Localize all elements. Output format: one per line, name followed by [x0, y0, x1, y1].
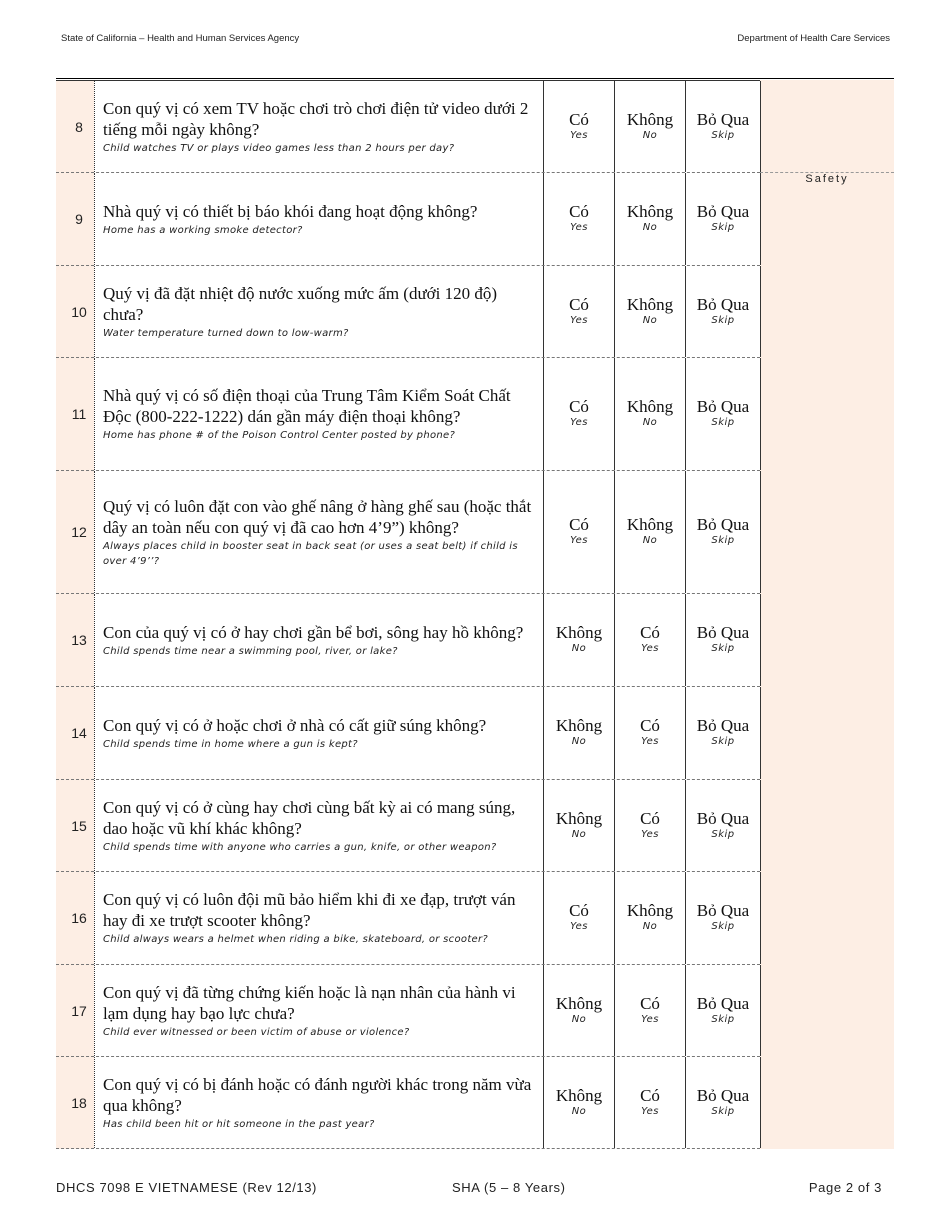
- answer-option-skip[interactable]: [686, 594, 761, 686]
- answer-option-no[interactable]: [615, 358, 686, 470]
- answer-option-no[interactable]: [544, 780, 615, 871]
- answer-option-skip[interactable]: [686, 780, 761, 871]
- answer-option-yes[interactable]: [615, 687, 686, 779]
- question-vietnamese: Con quý vị có luôn đội mũ bảo hiểm khi đi xe đạp, trượt ván hay đi xe trượt scooter không?: [103, 890, 516, 930]
- question-text: [94, 594, 544, 686]
- question-row: [56, 780, 760, 872]
- question-english: Has child been hit or hit someone in the past year?: [103, 1118, 375, 1130]
- questionnaire-form: [56, 80, 894, 1149]
- question-number: 18: [71, 1094, 87, 1111]
- header-department: Department of Health Care Services: [737, 33, 890, 44]
- question-text: [94, 266, 544, 357]
- answer-option-skip[interactable]: [686, 358, 761, 470]
- answer-label-vietnamese: Bỏ Qua: [696, 397, 750, 416]
- answer-label-english: Skip: [711, 417, 735, 428]
- question-vietnamese: Con của quý vị có ở hay chơi gần bể bơi, sông hay hồ không?: [103, 622, 524, 642]
- answer-label-english: Skip: [711, 1013, 735, 1025]
- answer-option-skip[interactable]: [686, 81, 761, 172]
- question-text: [94, 687, 544, 779]
- question-english: Home has a working smoke detector?: [103, 224, 303, 236]
- answer-label-vietnamese: Có: [569, 202, 589, 221]
- answer-option-yes[interactable]: [544, 872, 615, 964]
- answer-label-english: Skip: [711, 314, 735, 326]
- answer-label-english: No: [571, 828, 587, 840]
- question-row: [56, 266, 760, 358]
- question-english: Child spends time with anyone who carries a gun, knife, or other weapon?: [103, 841, 497, 853]
- question-row: [56, 687, 760, 780]
- question-english: Child always wears a helmet when riding a bike, skateboard, or scooter?: [103, 934, 489, 945]
- answer-label-english: No: [642, 222, 658, 233]
- answer-label-vietnamese: Bỏ Qua: [696, 294, 750, 314]
- question-number: 13: [71, 632, 87, 648]
- answer-label-english: Yes: [641, 828, 659, 840]
- answer-label-vietnamese: Bỏ Qua: [696, 1085, 750, 1105]
- answer-label-english: Yes: [570, 129, 588, 141]
- answer-label-vietnamese: Bỏ Qua: [696, 623, 750, 642]
- question-number: 10: [71, 303, 87, 320]
- answer-option-yes[interactable]: [544, 471, 615, 593]
- question-row: [56, 965, 760, 1057]
- answer-option-skip[interactable]: [686, 872, 761, 964]
- answer-label-english: Skip: [711, 535, 735, 546]
- question-text: [94, 872, 544, 964]
- question-english: Child spends time in home where a gun is kept?: [103, 738, 358, 750]
- question-text: [94, 358, 544, 470]
- answer-option-no[interactable]: [615, 471, 686, 593]
- question-vietnamese: Con quý vị có ở hoặc chơi ở nhà có cất giữ súng không?: [103, 715, 487, 735]
- answer-label-vietnamese: Bỏ Qua: [696, 808, 750, 828]
- answer-label-vietnamese: Không: [626, 397, 674, 416]
- answer-label-english: Skip: [711, 828, 735, 840]
- question-number: 9: [75, 211, 83, 227]
- question-text: [94, 81, 544, 172]
- answer-option-yes[interactable]: [615, 780, 686, 871]
- footer-page-number: Page 2 of 3: [808, 1180, 882, 1195]
- question-number: 15: [71, 817, 87, 834]
- answer-label-vietnamese: Không: [555, 623, 603, 642]
- question-english: Water temperature turned down to low-warm?: [103, 327, 349, 339]
- answer-label-vietnamese: Có: [640, 623, 660, 642]
- answer-label-english: Yes: [570, 921, 588, 932]
- question-text: [94, 173, 544, 265]
- question-english: Home has phone # of the Poison Control Center posted by phone?: [103, 430, 456, 441]
- answer-option-yes[interactable]: [615, 965, 686, 1056]
- section-column: [760, 80, 894, 1149]
- answer-option-no[interactable]: [544, 594, 615, 686]
- answer-option-skip[interactable]: [686, 266, 761, 357]
- question-row: [56, 471, 760, 594]
- answer-option-yes[interactable]: [615, 594, 686, 686]
- question-row: [56, 1057, 760, 1149]
- footer-form-id: DHCS 7098 E VIETNAMESE (Rev 12/13): [56, 1180, 317, 1195]
- question-text: [94, 1057, 544, 1148]
- answer-label-vietnamese: Không: [555, 808, 603, 828]
- answer-label-english: Yes: [641, 1013, 659, 1025]
- question-number: 16: [71, 910, 87, 926]
- question-number: 17: [71, 1002, 87, 1019]
- answer-label-english: No: [642, 921, 658, 932]
- question-row: [56, 872, 760, 965]
- answer-option-no[interactable]: [544, 965, 615, 1056]
- question-english: Child watches TV or plays video games less than 2 hours per day?: [103, 142, 455, 154]
- answer-option-no[interactable]: [615, 173, 686, 265]
- answer-label-vietnamese: Bỏ Qua: [696, 901, 750, 920]
- answer-option-yes[interactable]: [615, 1057, 686, 1148]
- answer-option-no[interactable]: [615, 872, 686, 964]
- question-text: [94, 780, 544, 871]
- section-label-safety: Safety: [805, 173, 849, 185]
- answer-label-english: No: [571, 643, 587, 654]
- answer-label-vietnamese: Không: [555, 1085, 603, 1105]
- answer-option-skip[interactable]: [686, 687, 761, 779]
- answer-option-no[interactable]: [615, 266, 686, 357]
- answer-label-english: No: [642, 129, 658, 141]
- answer-label-english: Yes: [570, 314, 588, 326]
- answer-label-vietnamese: Không: [555, 716, 603, 735]
- answer-option-no[interactable]: [544, 687, 615, 779]
- answer-label-vietnamese: Bỏ Qua: [696, 716, 750, 735]
- answer-label-english: Yes: [570, 417, 588, 428]
- question-row: [56, 358, 760, 471]
- answer-label-vietnamese: Không: [626, 901, 674, 920]
- answer-label-english: Yes: [570, 535, 588, 546]
- answer-option-yes[interactable]: [544, 173, 615, 265]
- answer-label-vietnamese: Có: [640, 1085, 660, 1105]
- answer-label-vietnamese: Có: [569, 515, 589, 534]
- answer-label-english: Yes: [641, 736, 659, 747]
- question-vietnamese: Quý vị đã đặt nhiệt độ nước xuống mức ấm (dưới 120 độ) chưa?: [103, 283, 498, 324]
- question-vietnamese: Con quý vị có xem TV hoặc chơi trò chơi điện tử video dưới 2 tiếng mỗi ngày không?: [103, 98, 529, 139]
- question-number: 11: [71, 406, 87, 422]
- answer-label-vietnamese: Bỏ Qua: [696, 993, 750, 1013]
- question-vietnamese: Con quý vị có bị đánh hoặc có đánh người khác trong năm vừa qua không?: [103, 1074, 532, 1115]
- answer-label-vietnamese: Có: [640, 808, 660, 828]
- question-vietnamese: Nhà quý vị có số điện thoại của Trung Tâm Kiểm Soát Chất Độc (800-222-1222) dán gần máy điện thoại không?: [103, 386, 511, 426]
- question-english: Always places child in booster seat in back seat (or uses a seat belt) if child is over 4’9’’?: [103, 540, 518, 567]
- answer-option-skip[interactable]: [686, 1057, 761, 1148]
- answer-option-yes[interactable]: [544, 266, 615, 357]
- answer-label-english: Yes: [570, 222, 588, 233]
- question-english: Child ever witnessed or been victim of abuse or violence?: [103, 1026, 410, 1038]
- answer-label-vietnamese: Có: [569, 294, 589, 314]
- answer-label-english: No: [642, 314, 658, 326]
- answer-label-vietnamese: Có: [569, 109, 589, 129]
- answer-option-no[interactable]: [615, 81, 686, 172]
- answer-label-vietnamese: Có: [569, 901, 589, 920]
- question-text: [94, 965, 544, 1056]
- answer-label-english: Skip: [711, 736, 735, 747]
- question-vietnamese: Quý vị có luôn đặt con vào ghế nâng ở hàng ghế sau (hoặc thắt dây an toàn nếu con quý vị đã cao hơn 4’9”) không?: [103, 496, 532, 537]
- answer-label-english: No: [571, 1013, 587, 1025]
- question-vietnamese: Con quý vị đã từng chứng kiến hoặc là nạn nhân của hành vi lạm dụng hay bạo lực chưa?: [103, 982, 516, 1023]
- answer-label-english: Yes: [641, 643, 659, 654]
- answer-label-vietnamese: Không: [626, 202, 674, 221]
- question-rows: [56, 80, 760, 1149]
- answer-option-skip[interactable]: [686, 965, 761, 1056]
- answer-label-english: Skip: [711, 1105, 735, 1117]
- answer-label-vietnamese: Bỏ Qua: [696, 202, 750, 221]
- question-vietnamese: Con quý vị có ở cùng hay chơi cùng bất kỳ ai có mang súng, dao hoặc vũ khí khác không?: [103, 797, 516, 838]
- answer-label-vietnamese: Bỏ Qua: [696, 515, 750, 534]
- answer-label-vietnamese: Có: [640, 716, 660, 735]
- answer-label-english: Skip: [711, 921, 735, 932]
- answer-label-english: No: [571, 1105, 587, 1117]
- header-agency: State of California – Health and Human Services Agency: [61, 33, 300, 44]
- question-row: [56, 594, 760, 687]
- answer-label-vietnamese: Không: [555, 993, 603, 1013]
- header-rule: [56, 78, 894, 79]
- answer-label-vietnamese: Không: [626, 515, 674, 534]
- answer-label-english: No: [571, 736, 587, 747]
- question-number: 14: [71, 725, 87, 741]
- answer-label-vietnamese: Có: [640, 993, 660, 1013]
- question-text: [94, 471, 544, 593]
- question-number: 8: [75, 118, 83, 135]
- answer-label-vietnamese: Bỏ Qua: [696, 109, 750, 129]
- answer-option-no[interactable]: [544, 1057, 615, 1148]
- question-row: [56, 80, 760, 173]
- answer-option-skip[interactable]: [686, 173, 761, 265]
- answer-option-yes[interactable]: [544, 358, 615, 470]
- answer-label-vietnamese: Không: [626, 109, 674, 129]
- answer-label-english: Skip: [711, 222, 735, 233]
- answer-label-english: No: [642, 417, 658, 428]
- answer-label-english: Skip: [711, 129, 735, 141]
- answer-option-yes[interactable]: [544, 81, 615, 172]
- footer-form-title: SHA (5 – 8 Years): [452, 1180, 566, 1195]
- question-vietnamese: Nhà quý vị có thiết bị báo khói đang hoạt động không?: [103, 201, 478, 221]
- answer-label-vietnamese: Không: [626, 294, 674, 314]
- answer-label-english: Yes: [641, 1105, 659, 1117]
- answer-label-english: No: [642, 535, 658, 546]
- question-row: [56, 173, 760, 266]
- question-number: 12: [71, 524, 87, 540]
- question-english: Child spends time near a swimming pool, river, or lake?: [103, 645, 398, 657]
- answer-option-skip[interactable]: [686, 471, 761, 593]
- answer-label-vietnamese: Có: [569, 397, 589, 416]
- answer-label-english: Skip: [711, 643, 735, 654]
